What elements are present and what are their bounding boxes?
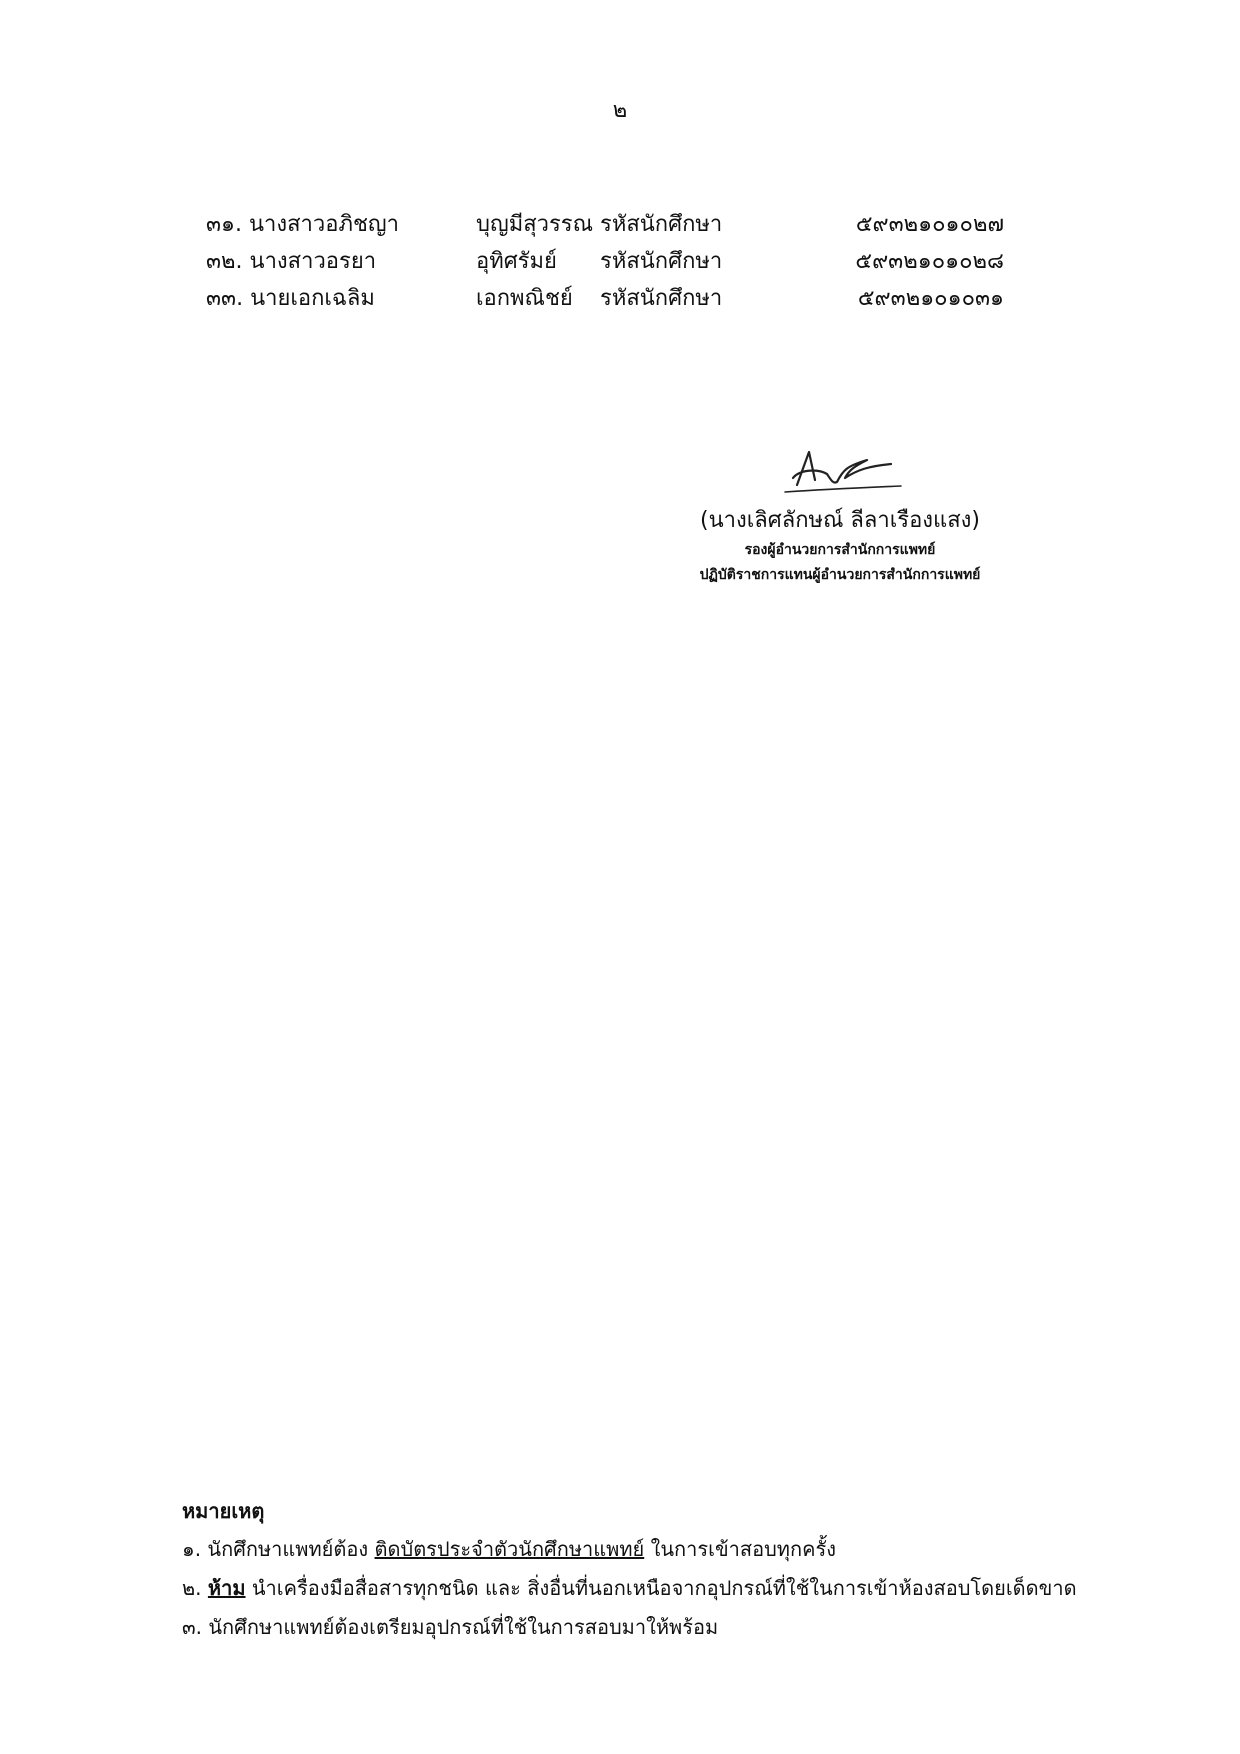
student-row — [206, 243, 1006, 280]
signer-position: รองผู้อำนวยการสำนักการแพทย์ — [744, 542, 936, 558]
page-number: ๒ — [612, 98, 628, 123]
student-name: ๓๓. นายเอกเฉลิม — [206, 286, 375, 311]
notes-heading: หมายเหตุ — [182, 1499, 265, 1523]
student-id-label: รหัสนักศึกษา — [600, 286, 723, 311]
student-surname: เอกพณิชย์ — [476, 286, 573, 311]
note-emphasis-text: ห้าม — [207, 1576, 246, 1600]
handwritten-signature — [775, 440, 905, 500]
notes-section — [182, 1492, 1122, 1647]
student-id-label: รหัสนักศึกษา — [600, 212, 723, 237]
student-surname: อุทิศรัมย์ — [476, 249, 557, 274]
note-text: ๑. นักศึกษาแพทย์ต้อง — [182, 1537, 375, 1561]
student-row — [206, 280, 1006, 317]
note-text: นำเครื่องมือสื่อสารทุกชนิด และ สิ่งอื่นที่นอกเหนือจากอุปกรณ์ที่ใช้ในการเข้าห้องสอบโดยเด็ดขาด — [245, 1576, 1077, 1600]
signer-name: (นางเลิศลักษณ์ ลีลาเรืองแสง) — [700, 508, 980, 533]
note-text: ในการเข้าสอบทุกครั้ง — [644, 1537, 836, 1561]
note-emphasis — [208, 1576, 246, 1600]
note-item: ๓. นักศึกษาแพทย์ต้องเตรียมอุปกรณ์ที่ใช้ในการสอบมาให้พร้อม — [182, 1615, 719, 1639]
student-name: ๓๒. นางสาวอรยา — [206, 249, 377, 274]
student-id: ๕๙๓๒๑๐๑๐๓๑ — [857, 286, 1004, 311]
student-list — [206, 206, 1006, 317]
student-id-label: รหัสนักศึกษา — [600, 249, 723, 274]
signer-acting-position: ปฏิบัติราชการแทนผู้อำนวยการสำนักการแพทย์ — [699, 567, 981, 583]
student-id: ๕๙๓๒๑๐๑๐๒๘ — [855, 249, 1004, 274]
student-id: ๕๙๓๒๑๐๑๐๒๗ — [855, 212, 1004, 237]
note-emphasis: ติดบัตรประจำตัวนักศึกษาแพทย์ — [374, 1537, 645, 1561]
student-row — [206, 206, 1006, 243]
note-text: ๒. — [182, 1576, 208, 1600]
student-surname: บุญมีสุวรรณ — [476, 212, 594, 237]
note-item — [182, 1569, 1122, 1608]
signature-block — [670, 440, 1010, 588]
note-item — [182, 1530, 1122, 1569]
student-name: ๓๑. นางสาวอภิชญา — [206, 212, 400, 237]
